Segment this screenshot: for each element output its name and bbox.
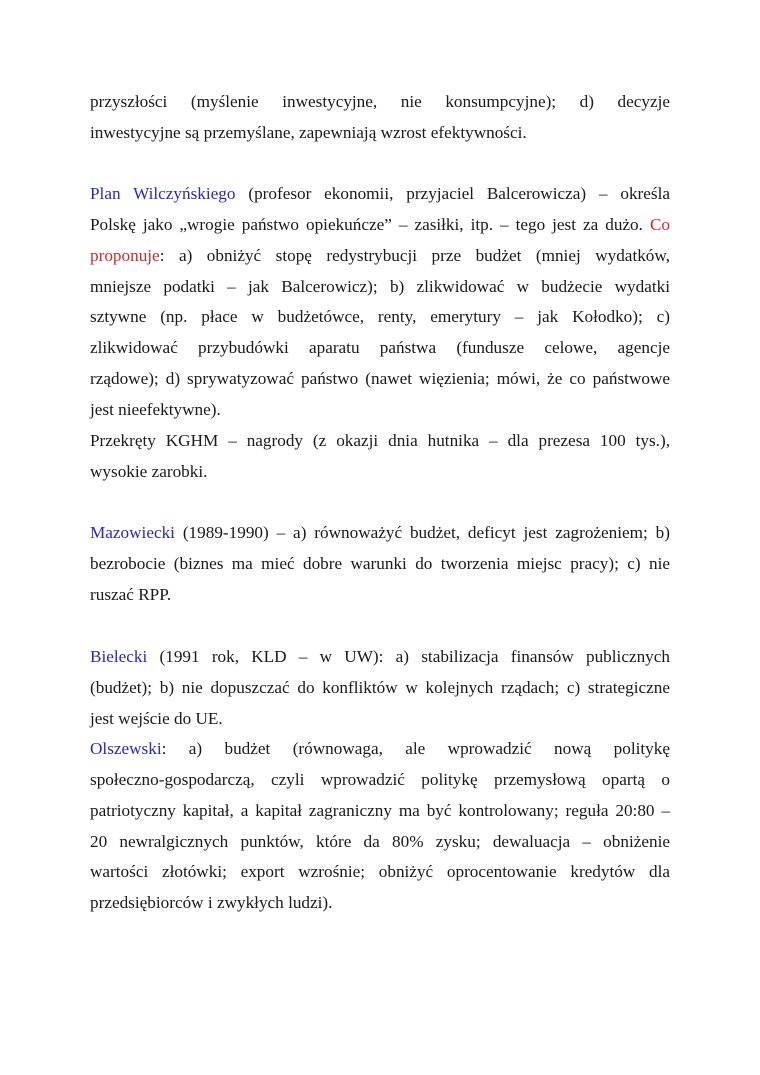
text-line — [90, 642, 670, 673]
text-line: wysokie zarobki. — [90, 461, 208, 481]
text-line: ruszać RPP. — [90, 584, 172, 604]
paragraph-mazowiecki — [90, 518, 670, 611]
text-line: (budżet); b) nie dopuszczać do konfliktów w kolejnych rządach; c) strategiczne — [90, 677, 670, 697]
text-line — [90, 734, 670, 765]
text-segment: : a) budżet (równowaga, ale wprowadzić nową politykę — [161, 739, 670, 758]
text-line: Przekręty KGHM – nagrody (z okazji dnia hutnika – dla prezesa 100 tys.), — [90, 430, 670, 450]
text-line — [90, 241, 670, 272]
text-line — [90, 210, 670, 241]
heading-olszewski: Olszewski — [90, 739, 162, 758]
paragraph-wilczynski — [90, 179, 670, 487]
text-segment: (1991 rok, KLD – w UW): a) stabilizacja finansów publicznych — [147, 647, 670, 666]
text-line: jest nieefektywne). — [90, 399, 221, 419]
paragraph-olszewski — [90, 734, 670, 919]
heading-bielecki: Bielecki — [90, 647, 148, 666]
text-segment: (profesor ekonomii, przyjaciel Balcerowicza) – określa — [235, 184, 670, 203]
paragraph-intro — [90, 87, 670, 149]
text-segment: Polskę jako „wrogie państwo opiekuńcze” – zasiłki, itp. – tego jest za dużo. — [90, 214, 650, 234]
heading-wilczynski: Plan Wilczyńskiego — [90, 184, 236, 203]
heading-mazowiecki: Mazowiecki — [90, 523, 175, 542]
text-line: przyszłości (myślenie inwestycyjne, nie konsumpcyjne); d) decyzje — [90, 92, 670, 111]
text-line: 20 newralgicznych punktów, które da 80% zysku; dewaluacja – obniżenie — [90, 831, 670, 851]
paragraph-bielecki — [90, 642, 670, 735]
text-line: społeczno-gospodarczą, czyli wprowadzić politykę przemysłową opartą o — [90, 769, 670, 789]
text-line: wartości złotówki; export wzrośnie; obniżyć oprocentowanie kredytów dla — [90, 862, 670, 882]
text-line: sztywne (np. płace w budżetówce, renty, emerytury – jak Kołodko); c) — [90, 307, 670, 327]
text-line: rządowe); d) sprywatyzować państwo (nawet więzienia; mówi, że co państwowe — [90, 369, 670, 389]
text-line: przedsiębiorców i zwykłych ludzi). — [90, 893, 333, 913]
highlight-proponuje: proponuje — [90, 245, 160, 265]
text-line — [90, 518, 670, 549]
text-line: zlikwidować przybudówki aparatu państwa (fundusze celowe, agencje — [90, 338, 670, 358]
text-segment: : a) obniżyć stopę redystrybucji prze budżet (mniej wydatków, — [159, 245, 670, 265]
text-line: bezrobocie (biznes ma mieć dobre warunki do tworzenia miejsc pracy); c) nie — [90, 553, 670, 573]
text-line: patriotyczny kapitał, a kapitał zagraniczny ma być kontrolowany; reguła 20:80 – — [90, 800, 670, 820]
text-line: inwestycyjne są przemyślane, zapewniają wzrost efektywności. — [90, 122, 527, 142]
text-line: mniejsze podatki – jak Balcerowicz); b) zlikwidować w budżecie wydatki — [90, 276, 670, 296]
text-line: jest wejście do UE. — [90, 708, 223, 728]
text-line — [90, 179, 670, 210]
text-segment: (1989-1990) – a) równoważyć budżet, deficyt jest zagrożeniem; b) — [174, 523, 670, 542]
highlight-co: Co — [649, 214, 670, 234]
